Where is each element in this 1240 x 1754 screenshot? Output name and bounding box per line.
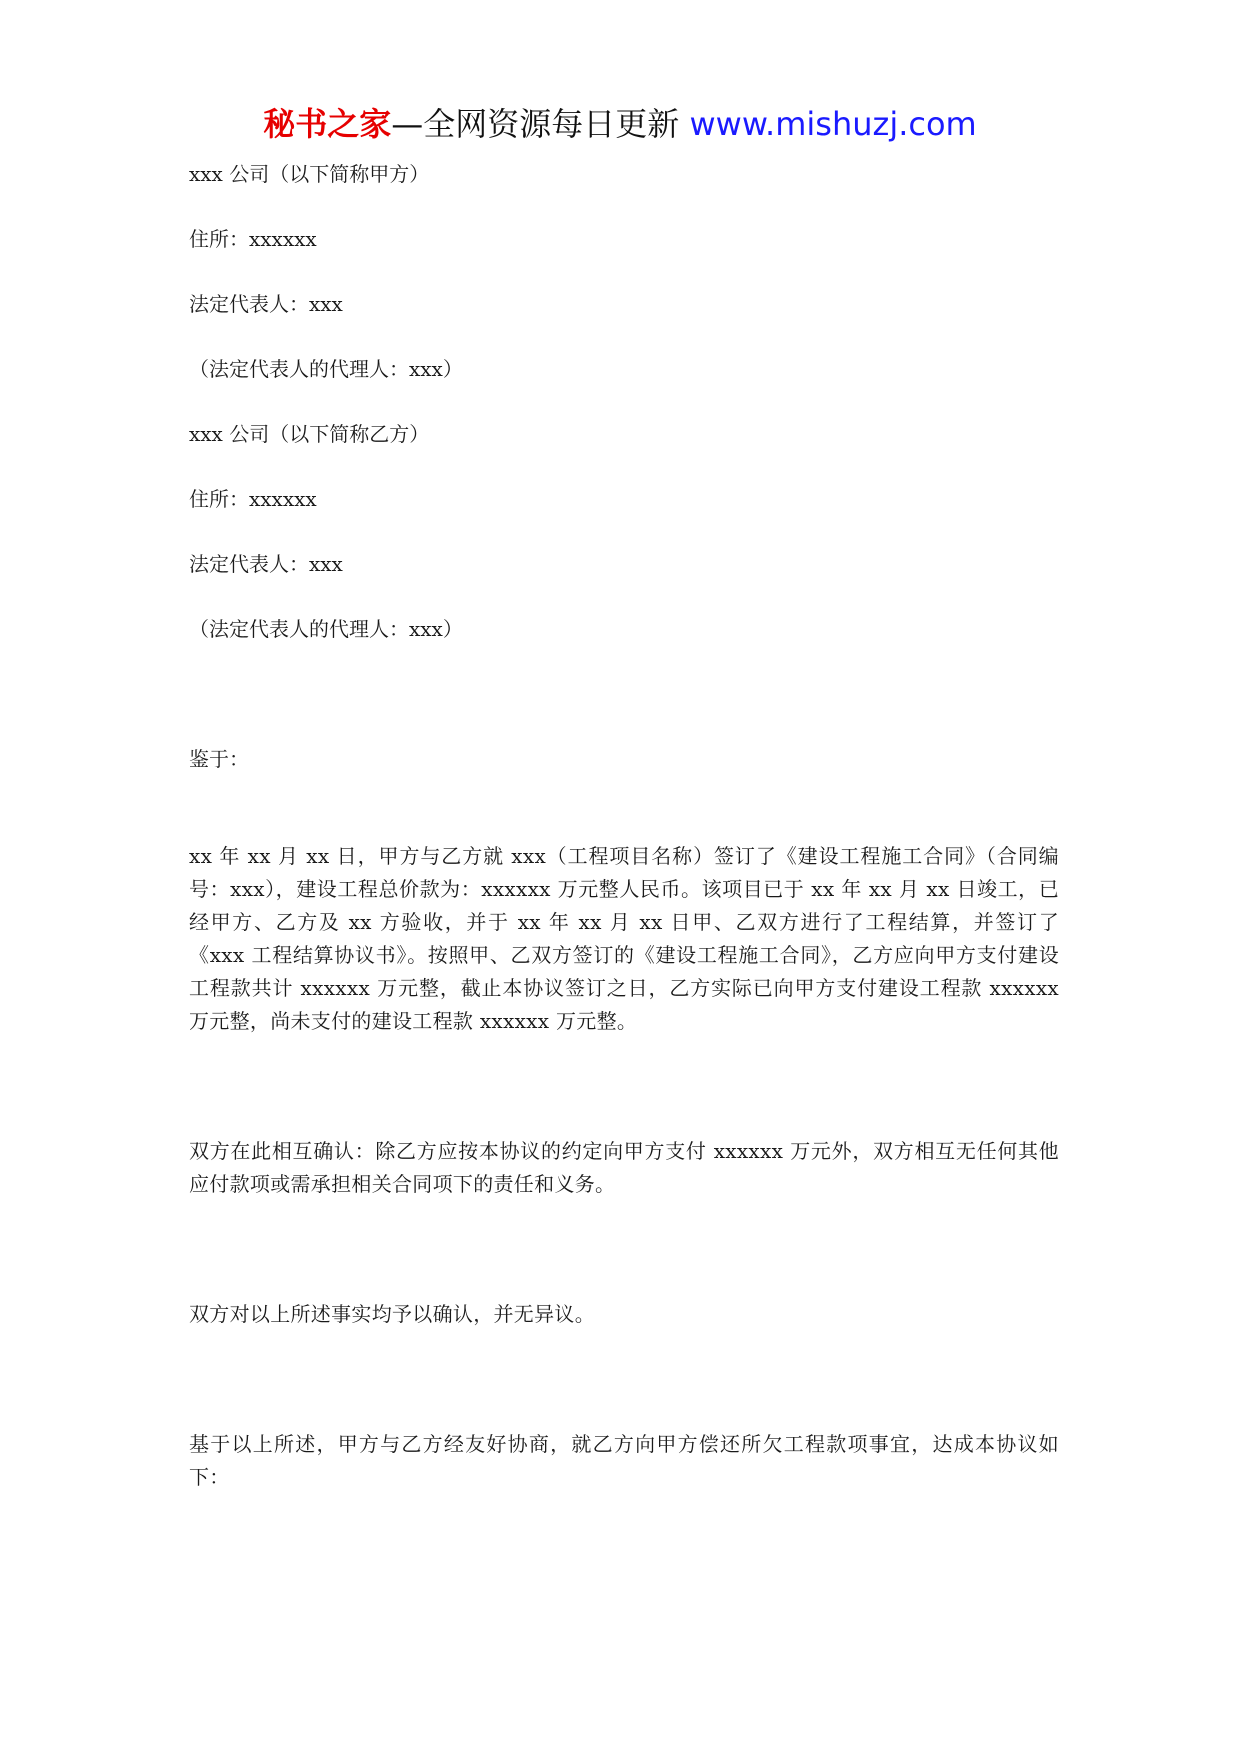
document-body	[189, 158, 1059, 1494]
party-b-name: xxx 公司（以下简称乙方）	[189, 422, 430, 446]
whereas-heading: 鉴于：	[189, 747, 249, 771]
brand-name: 秘书之家	[263, 105, 392, 143]
whereas-paragraph: xx 年 xx 月 xx 日，甲方与乙方就 xxx（工程项目名称）签订了《建设工程施工合同》（合同编号：xxx），建设工程总价款为：xxxxxx 万元整人民币。该项目已于 xx 年 xx 月 xx 日竣工，已经甲方、乙方及 xx 方验收，并于 xx 年 xx 月 xx 日甲、乙双方进行了工程结算，并签订了《xxx 工程结算协议书》。按照甲、乙双方签订的《建设工程施工合同》，乙方应向甲方支付建设工程款共计 xxxxxx 万元整，截止本协议签订之日，乙方实际已向甲方支付建设工程款 xxxxxx 万元整，尚未支付的建设工程款 xxxxxx 万元整。	[189, 844, 1059, 1033]
party-a-agent: （法定代表人的代理人：xxx）	[189, 357, 463, 381]
party-a-representative: 法定代表人：xxx	[189, 292, 343, 316]
confirm-paragraph: 双方在此相互确认：除乙方应按本协议的约定向甲方支付 xxxxxx 万元外，双方相互无任何其他应付款项或需承担相关合同项下的责任和义务。	[189, 1139, 1059, 1196]
page-header	[0, 102, 1240, 146]
header-slogan: —全网资源每日更新	[391, 105, 680, 143]
party-a-name: xxx 公司（以下简称甲方）	[189, 162, 430, 186]
website-url: www.mishuzj.com	[689, 105, 977, 143]
acknowledge-paragraph: 双方对以上所述事实均予以确认，并无异议。	[189, 1302, 595, 1326]
party-a-address: 住所：xxxxxx	[189, 227, 317, 251]
party-b-agent: （法定代表人的代理人：xxx）	[189, 617, 463, 641]
party-b-address: 住所：xxxxxx	[189, 487, 317, 511]
agreement-intro: 基于以上所述，甲方与乙方经友好协商，就乙方向甲方偿还所欠工程款项事宜，达成本协议如下：	[189, 1432, 1059, 1489]
party-b-representative: 法定代表人：xxx	[189, 552, 343, 576]
